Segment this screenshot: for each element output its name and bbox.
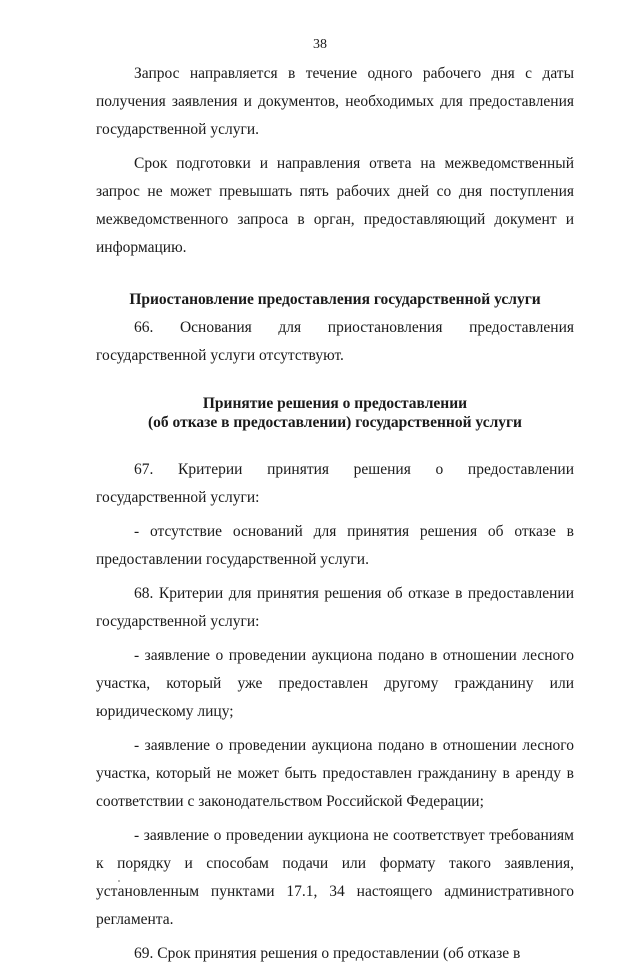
paragraph-68-item-2: - заявление о проведении аукциона подано в отношении лесного участка, который не может быть предоставлен гражданину в аренду в соответствии с законодательством Российской Федерации; bbox=[96, 737, 574, 810]
spacer bbox=[96, 370, 574, 394]
paragraph-68: 68. Критерии для принятия решения об отказе в предоставлении государственной услуги: bbox=[96, 585, 574, 630]
heading-decision bbox=[96, 394, 574, 432]
document-body bbox=[96, 60, 574, 968]
paragraph-68-item-3: - заявление о проведении аукциона не соответствует требованиям к порядку и способам подачи или формату такого заявления, установленным пунктами 17.1, 34 настоящего административного регламента. bbox=[96, 827, 574, 928]
paragraph-69: 69. Срок принятия решения о предоставлении (об отказе в bbox=[134, 945, 521, 962]
scan-artifact bbox=[118, 880, 120, 882]
spacer bbox=[96, 432, 574, 456]
heading-decision-line1: Принятие решения о предоставлении bbox=[202, 395, 468, 412]
paragraph-66: 66. Основания для приостановления предоставления государственной услуги отсутствуют. bbox=[96, 319, 574, 364]
paragraph-response-deadline: Срок подготовки и направления ответа на межведомственный запрос не может превышать пять рабочих дней со дня поступления межведомственного запроса в орган, предоставляющий документ и информацию. bbox=[96, 155, 574, 256]
paragraph-67: 67. Критерии принятия решения о предоставлении государственной услуги: bbox=[96, 461, 574, 506]
paragraph-request-timing: Запрос направляется в течение одного рабочего дня с даты получения заявления и документов, необходимых для предоставления государственной услуги. bbox=[96, 65, 574, 138]
page-number: 38 bbox=[313, 37, 327, 52]
paragraph-67-item-1: - отсутствие оснований для принятия решения об отказе в предоставлении государственной услуги. bbox=[96, 523, 574, 568]
heading-suspension: Приостановление предоставления государственной услуги bbox=[129, 291, 541, 308]
paragraph-68-item-1: - заявление о проведении аукциона подано в отношении лесного участка, который уже предоставлен другому гражданину или юридическому лицу; bbox=[96, 647, 574, 720]
spacer bbox=[96, 262, 574, 286]
heading-decision-line2: (об отказе в предоставлении) государственной услуги bbox=[148, 414, 522, 431]
